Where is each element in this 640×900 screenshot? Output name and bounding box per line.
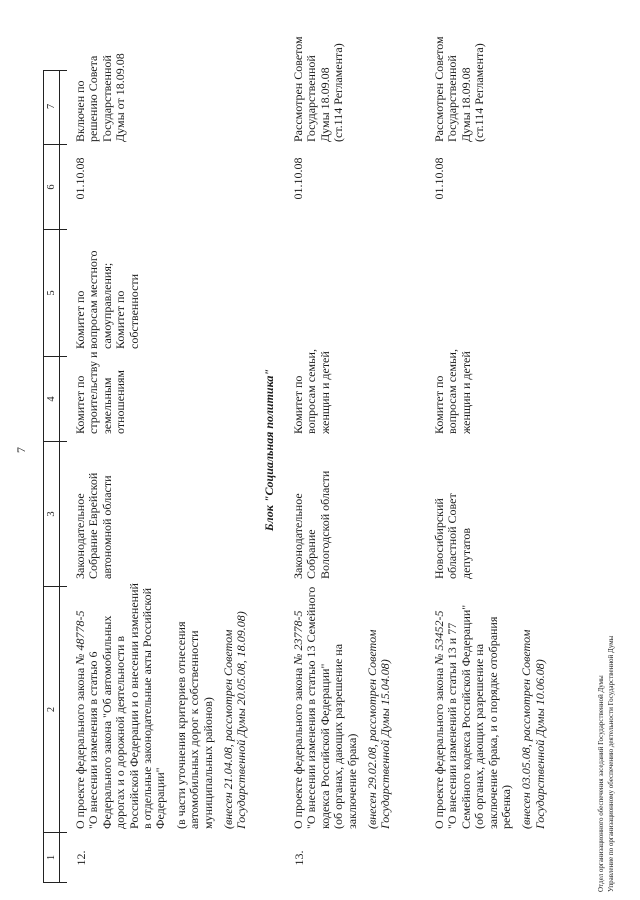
initiator-cell (292, 442, 393, 587)
text-line: Государственной Думы 20.05.08, 18.09.08) (234, 611, 249, 829)
bill-title-cell (433, 587, 547, 833)
header-cell-2: 2 (44, 586, 59, 832)
bill-title-cell (292, 587, 393, 833)
text-line: Собрание (304, 529, 319, 579)
text-line: (внесен 03.05.08, рассмотрен Советом (519, 629, 534, 829)
row-number: 12. (74, 850, 88, 866)
column-tick (60, 229, 67, 230)
text-line: вопросам семьи, (304, 349, 319, 434)
text-line: Думы от 18.09.08 (113, 53, 128, 142)
legislation-table (43, 36, 547, 883)
text-line: самоуправления; (99, 262, 114, 349)
bill-title-prefix: О проекте федерального закона (73, 664, 87, 829)
text-line: Вологодской области (317, 470, 332, 579)
table-row-13 (291, 36, 393, 883)
responsible-committee-cell (73, 351, 249, 442)
column-tick (60, 356, 67, 357)
bill-title-cell (73, 583, 249, 833)
text-line: решению Совета (86, 55, 101, 142)
bill-title-line (74, 587, 87, 829)
responsible-committee-cell (291, 349, 393, 442)
row-number: 13. (292, 850, 306, 866)
bill-title-line (433, 587, 446, 829)
date-cell: 01.10.08 (73, 157, 87, 200)
text-line: Включен по (73, 80, 87, 142)
text-line: автономной области (99, 475, 114, 579)
co-executor-cell (74, 230, 249, 357)
text-line: Новосибирский (432, 498, 446, 579)
text-line: депутатов (458, 527, 473, 579)
text-line: Государственной (445, 55, 460, 142)
text-line: Законодательное (291, 493, 305, 579)
text-line: Семейного кодекса Российской Федерации" (458, 604, 473, 829)
co-executor-cell (433, 230, 547, 357)
text-line: кодекса Российской Федерации" (317, 663, 332, 829)
text-line: Российской Федерации и о внесении изменений (126, 583, 141, 829)
text-line: Государственной Думы 15.04.08) (378, 659, 393, 829)
text-line: Комитет по (432, 375, 446, 434)
bill-title-prefix: О проекте федерального закона (291, 664, 305, 829)
text-line: собственности (126, 273, 141, 349)
bill-submitted-lines (366, 587, 393, 829)
text-line: Законодательное (73, 493, 87, 579)
text-line: Федерального закона "Об автомобильных (99, 615, 114, 829)
bill-title-prefix: О проекте федерального закона (432, 664, 446, 829)
text-line: (в части уточнения критериев отнесения (173, 621, 188, 829)
column-tick (60, 441, 67, 442)
text-line: муниципальных районов) (200, 697, 215, 829)
text-line: Комитет по (291, 375, 305, 434)
bill-title-lines (446, 587, 513, 829)
responsible-committee-cell (432, 349, 547, 442)
text-line: Рассмотрен Советом (291, 36, 305, 142)
text-line: отношениям (113, 369, 128, 434)
text-line: "О внесении изменений в статьи 13 и 77 (445, 622, 460, 829)
bill-submitted-lines (520, 587, 547, 829)
note-cell (73, 53, 249, 145)
text-line: автомобильных дорог к собственности (187, 630, 202, 829)
footer-line-2: Управление по организационному обеспечению деятельности Государственной Думы (606, 635, 615, 892)
bill-note-lines (175, 587, 215, 829)
text-line: женщин и детей (317, 351, 332, 434)
text-line: Думы 18.09.08 (317, 67, 332, 142)
text-line: Комитет по (113, 290, 128, 349)
initiator-cell (74, 442, 249, 587)
bill-number: № 53452-5 (432, 610, 446, 665)
text-line: вопросам местного (86, 250, 101, 349)
text-line: Собрание Еврейской (86, 472, 101, 579)
bill-title-line (292, 587, 305, 829)
text-line: Думы 18.09.08 (458, 67, 473, 142)
column-tick (60, 832, 67, 833)
header-cell-5: 5 (44, 229, 59, 356)
bill-title-lines (86, 583, 168, 829)
table-row-12 (73, 53, 249, 883)
bill-number: № 23778-5 (291, 610, 305, 665)
text-line: Рассмотрен Советом (432, 36, 446, 142)
text-line: (внесен 21.04.08, рассмотрен Советом (220, 629, 235, 829)
header-cell-7: 7 (46, 103, 57, 110)
header-cell-4: 4 (44, 356, 59, 441)
date-cell: 01.10.08 (432, 157, 446, 200)
page-number: 7 (14, 447, 28, 453)
text-line: областной Совет (445, 493, 460, 579)
text-line: (ст.114 Регламента) (331, 43, 346, 142)
column-tick (60, 144, 67, 145)
header-cell-1: 1 (44, 832, 59, 882)
bill-submitted-lines (222, 587, 249, 829)
column-tick (60, 586, 67, 587)
text-line: строительству и (86, 351, 101, 434)
note-cell (291, 36, 393, 145)
bill-title-lines (305, 587, 359, 829)
text-line: земельным (99, 377, 114, 434)
table-header-row (43, 70, 60, 883)
row-number (433, 833, 547, 883)
text-line: вопросам семьи, (445, 349, 460, 434)
text-line: (об органах, дающих разрешение на (331, 643, 346, 829)
text-line: Федерации" (153, 767, 168, 829)
text-line: Комитет по (73, 375, 87, 434)
text-line: (ст.114 Регламента) (472, 43, 487, 142)
footer-line-1: Отдел организационного обеспечения заседаний Государственной Думы (597, 675, 605, 892)
text-line: Государственной Думы 10.06.08) (532, 659, 547, 829)
text-line: (об органах, дающих разрешение на (472, 643, 487, 829)
text-line: ребенка) (498, 785, 513, 829)
date-cell: 01.10.08 (291, 157, 305, 200)
document-footer (597, 636, 616, 892)
note-cell (432, 36, 547, 145)
text-line: женщин и детей (458, 351, 473, 434)
text-line: заключение брака) (344, 733, 359, 829)
text-line: "О внесении изменения в статью 13 Семейного (304, 586, 319, 829)
table-row-14 (432, 36, 547, 883)
text-line: Государственной (304, 55, 319, 142)
section-header: Блок "Социальная политика" (262, 368, 276, 532)
text-line: дорогах и о дорожной деятельности в (113, 635, 128, 829)
header-cell-3: 3 (44, 441, 59, 586)
bill-number: № 48778-5 (73, 610, 87, 665)
column-tick (60, 70, 67, 71)
co-executor-cell (292, 230, 393, 357)
text-line: "О внесении изменения в статью 6 (86, 651, 101, 829)
text-line: Государственной (99, 55, 114, 142)
text-line: в отдельные законодательные акты Российской (139, 587, 154, 829)
header-cell-6: 6 (44, 144, 59, 229)
text-line: (внесен 29.02.08, рассмотрен Советом (364, 629, 379, 829)
column-tick (60, 882, 67, 883)
text-line: Комитет по (73, 290, 87, 349)
initiator-cell (433, 442, 547, 587)
text-line: заключение брака, и о порядке отобрания (485, 616, 500, 829)
